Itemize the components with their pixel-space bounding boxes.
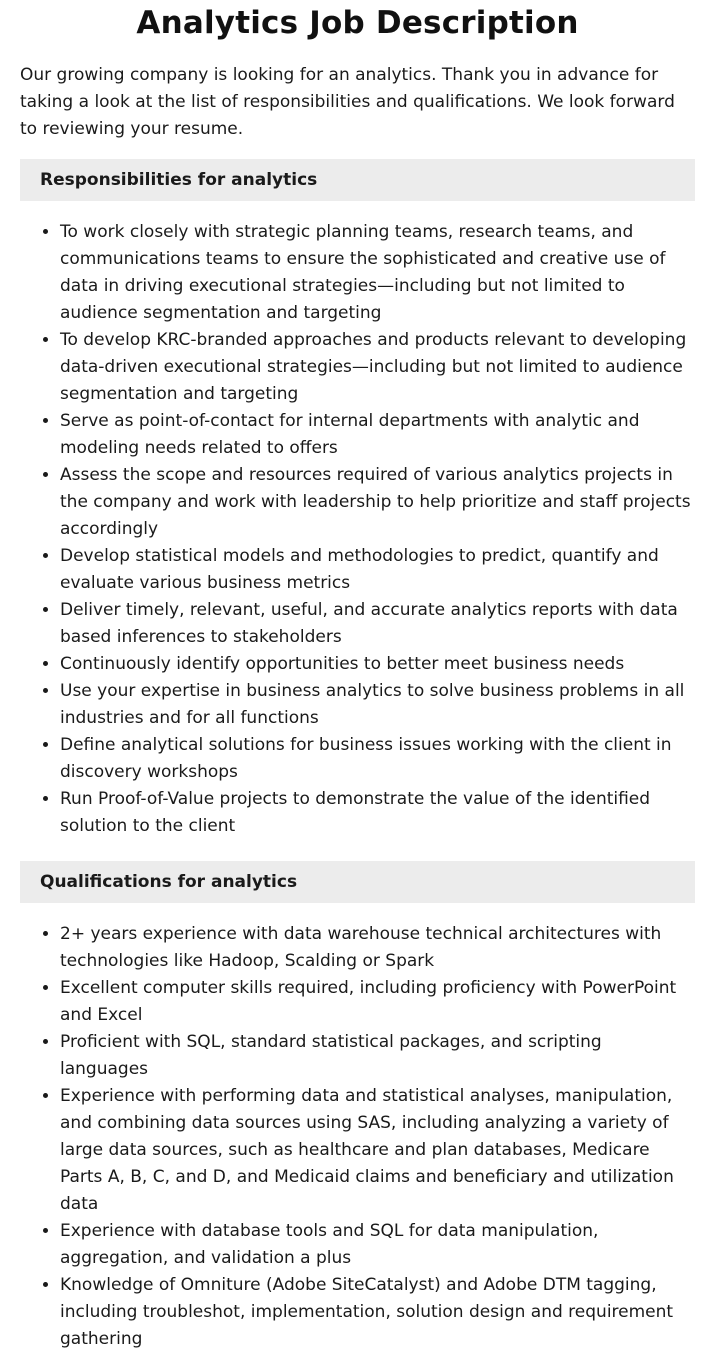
qualification-item: • 2+ years experience with data warehouse technical architectures with technologies like Hadoop, Scalding or Spark [60,921,695,975]
qualification-item: • Proficient with SQL, standard statistical packages, and scripting languages [60,1029,695,1083]
responsibilities-header: Responsibilities for analytics [20,159,695,201]
page-title: Analytics Job Description [136,5,579,41]
qualification-item: • Excellent computer skills required, including proficiency with PowerPoint and Excel [60,975,695,1029]
responsibility-item: • To work closely with strategic planning teams, research teams, and communications teams to ensure the sophisticated and creative use of data in driving executional strategies—including but not limited to audience segmentation and targeting [60,219,695,327]
responsibility-item: • Use your expertise in business analytics to solve business problems in all industries and for all functions [60,678,695,732]
qualification-item: • Experience with performing data and statistical analyses, manipulation, and combining data sources using SAS, including analyzing a variety of large data sources, such as healthcare and plan databases, Medicare Parts A, B, C, and D, and Medicaid claims and beneficiary and utilization data [60,1083,695,1218]
responsibilities-list [20,219,695,840]
responsibility-item: • Continuously identify opportunities to better meet business needs [60,651,695,678]
responsibility-item: • To develop KRC-branded approaches and products relevant to developing data-driven executional strategies—including but not limited to audience segmentation and targeting [60,327,695,408]
responsibility-item: • Develop statistical models and methodologies to predict, quantify and evaluate various business metrics [60,543,695,597]
qualification-item: • Knowledge of Omniture (Adobe SiteCatalyst) and Adobe DTM tagging, including troubleshot, implementation, solution design and requirement gathering [60,1272,695,1353]
responsibility-item: • Run Proof-of-Value projects to demonstrate the value of the identified solution to the client [60,786,695,840]
responsibility-item: • Assess the scope and resources required of various analytics projects in the company and work with leadership to help prioritize and staff projects accordingly [60,462,695,543]
section-spacer [20,840,695,845]
responsibility-item: • Define analytical solutions for business issues working with the client in discovery workshops [60,732,695,786]
responsibility-item: • Serve as point-of-contact for internal departments with analytic and modeling needs related to offers [60,408,695,462]
intro-paragraph: Our growing company is looking for an analytics. Thank you in advance for taking a look at the list of responsibilities and qualifications. We look forward to reviewing your resume. [20,65,675,139]
qualifications-list [20,921,695,1353]
qualifications-header: Qualifications for analytics [20,861,695,903]
qualification-item: • Experience with database tools and SQL for data manipulation, aggregation, and validation a plus [60,1218,695,1272]
responsibility-item: • Deliver timely, relevant, useful, and accurate analytics reports with data based inferences to stakeholders [60,597,695,651]
